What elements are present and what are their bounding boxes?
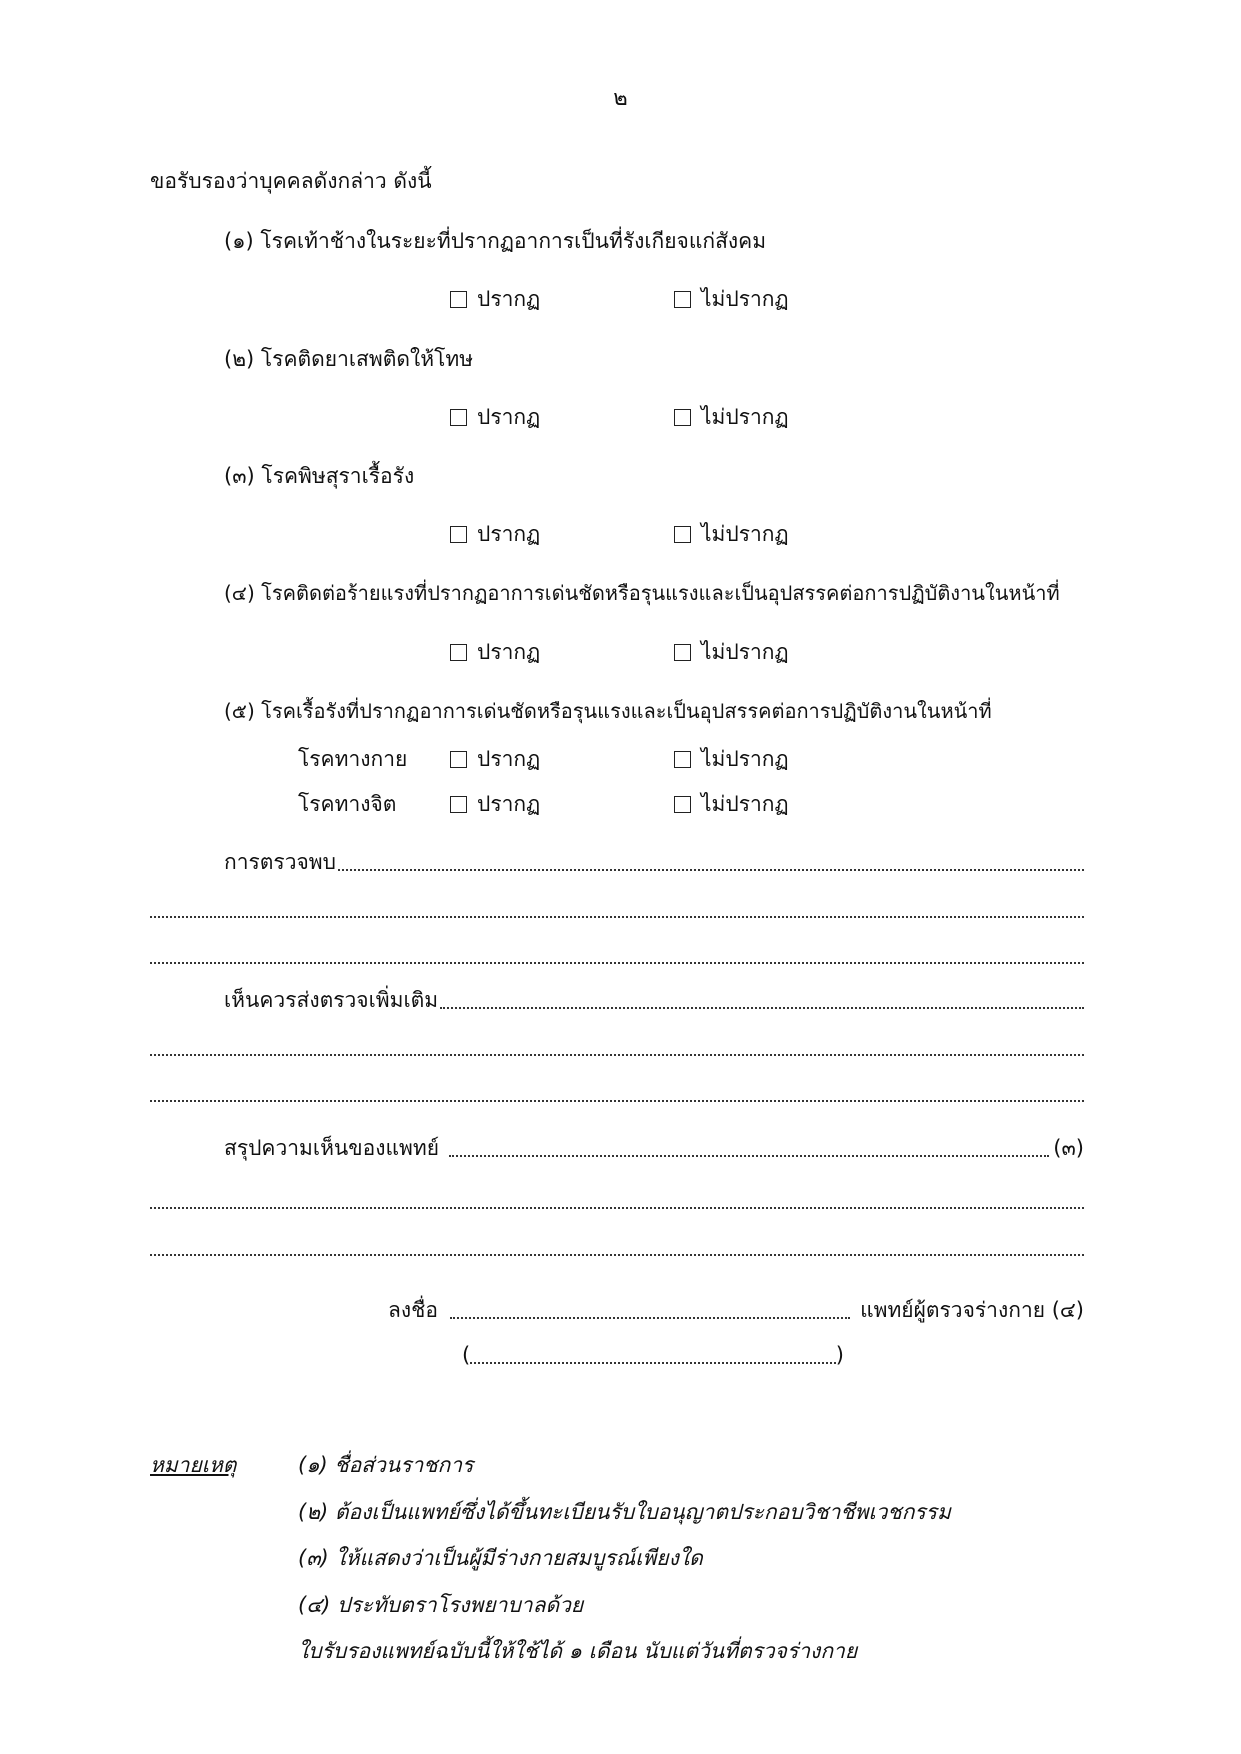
- findings-line-3[interactable]: [150, 940, 1084, 970]
- item-4-label: (๔) โรคติดต่อร้ายแรงที่ปรากฏอาการเด่นชัดหรือรุนแรงและเป็นอุปสรรคต่อการปฏิบัติงานในหน้าที่: [224, 581, 1060, 605]
- summary-line-2[interactable]: [150, 1185, 1084, 1215]
- item-1-present[interactable]: ปรากฏ: [450, 284, 540, 316]
- summary-field[interactable]: [224, 1133, 1084, 1163]
- checkbox-icon[interactable]: [450, 291, 467, 308]
- dotted-line: [150, 1201, 1084, 1209]
- physical-present[interactable]: ปรากฏ: [450, 744, 540, 776]
- checkbox-icon[interactable]: [674, 409, 691, 426]
- item-3-label: (๓) โรคพิษสุราเรื้อรัง: [224, 464, 415, 488]
- sign-label: ลงชื่อ: [388, 1298, 438, 1322]
- dotted-line: [150, 910, 1084, 918]
- recommend-field[interactable]: [224, 985, 1084, 1015]
- checkbox-icon[interactable]: [674, 291, 691, 308]
- paren-open: (: [462, 1343, 471, 1367]
- page-number: ๒: [613, 86, 628, 111]
- sub-item-mental-label: โรคทางจิต: [298, 792, 397, 816]
- notes-label: หมายเหตุ: [150, 1453, 237, 1477]
- note-validity: ใบรับรองแพทย์ฉบับนี้ให้ใช้ได้ ๑ เดือน นับแต่วันที่ตรวจร่างกาย: [298, 1639, 858, 1663]
- item-4-absent[interactable]: ไม่ปรากฏ: [674, 637, 789, 669]
- checkbox-icon[interactable]: [450, 751, 467, 768]
- checkbox-icon[interactable]: [450, 644, 467, 661]
- sub-item-physical-label: โรคทางกาย: [298, 747, 408, 771]
- item-3-present[interactable]: ปรากฏ: [450, 519, 540, 551]
- note-4: (๔) ประทับตราโรงพยาบาลด้วย: [298, 1593, 584, 1617]
- mental-absent[interactable]: ไม่ปรากฏ: [674, 789, 789, 821]
- findings-line-2[interactable]: [150, 894, 1084, 924]
- intro-text: ขอรับรองว่าบุคคลดังกล่าว ดังนี้: [150, 169, 432, 193]
- dotted-line: [338, 863, 1084, 871]
- checkbox-icon[interactable]: [674, 796, 691, 813]
- dotted-line: [150, 1248, 1084, 1256]
- dotted-line: [440, 1001, 1084, 1009]
- sign-suffix: แพทย์ผู้ตรวจร่างกาย (๔): [860, 1298, 1084, 1322]
- recommend-line-3[interactable]: [150, 1078, 1084, 1108]
- signature-field[interactable]: [388, 1295, 1084, 1325]
- item-2-absent[interactable]: ไม่ปรากฏ: [674, 402, 789, 434]
- item-2-label: (๒) โรคติดยาเสพติดให้โทษ: [224, 347, 474, 371]
- dotted-line: [470, 1356, 836, 1364]
- dotted-line: [449, 1149, 1049, 1157]
- paren-close: ): [835, 1343, 844, 1367]
- item-1-absent[interactable]: ไม่ปรากฏ: [674, 284, 789, 316]
- checkbox-icon[interactable]: [674, 526, 691, 543]
- summary-line-3[interactable]: [150, 1232, 1084, 1262]
- signature-name-field[interactable]: [462, 1340, 844, 1370]
- findings-field[interactable]: [224, 847, 1084, 877]
- checkbox-icon[interactable]: [674, 751, 691, 768]
- item-4-present[interactable]: ปรากฏ: [450, 637, 540, 669]
- checkbox-icon[interactable]: [450, 796, 467, 813]
- recommend-label: เห็นควรส่งตรวจเพิ่มเติม: [224, 988, 439, 1012]
- dotted-line: [150, 956, 1084, 964]
- item-5-label: (๕) โรคเรื้อรังที่ปรากฏอาการเด่นชัดหรือรุนแรงและเป็นอุปสรรคต่อการปฏิบัติงานในหน้าที่: [224, 699, 992, 723]
- checkbox-icon[interactable]: [674, 644, 691, 661]
- note-1: (๑) ชื่อส่วนราชการ: [298, 1453, 474, 1477]
- item-1-label: (๑) โรคเท้าช้างในระยะที่ปรากฏอาการเป็นที่รังเกียจแก่สังคม: [224, 229, 767, 253]
- note-3: (๓) ให้แสดงว่าเป็นผู้มีร่างกายสมบูรณ์เพียงใด: [298, 1546, 703, 1570]
- dotted-line: [450, 1311, 850, 1319]
- checkbox-icon[interactable]: [450, 526, 467, 543]
- summary-label: สรุปความเห็นของแพทย์: [224, 1136, 440, 1160]
- item-3-absent[interactable]: ไม่ปรากฏ: [674, 519, 789, 551]
- findings-label: การตรวจพบ: [224, 850, 336, 874]
- physical-absent[interactable]: ไม่ปรากฏ: [674, 744, 789, 776]
- summary-suffix: (๓): [1053, 1136, 1084, 1160]
- note-2: (๒) ต้องเป็นแพทย์ซึ่งได้ขึ้นทะเบียนรับใบอนุญาตประกอบวิชาชีพเวชกรรม: [298, 1500, 951, 1524]
- item-2-present[interactable]: ปรากฏ: [450, 402, 540, 434]
- recommend-line-2[interactable]: [150, 1032, 1084, 1062]
- checkbox-icon[interactable]: [450, 409, 467, 426]
- dotted-line: [150, 1094, 1084, 1102]
- dotted-line: [150, 1048, 1084, 1056]
- mental-present[interactable]: ปรากฏ: [450, 789, 540, 821]
